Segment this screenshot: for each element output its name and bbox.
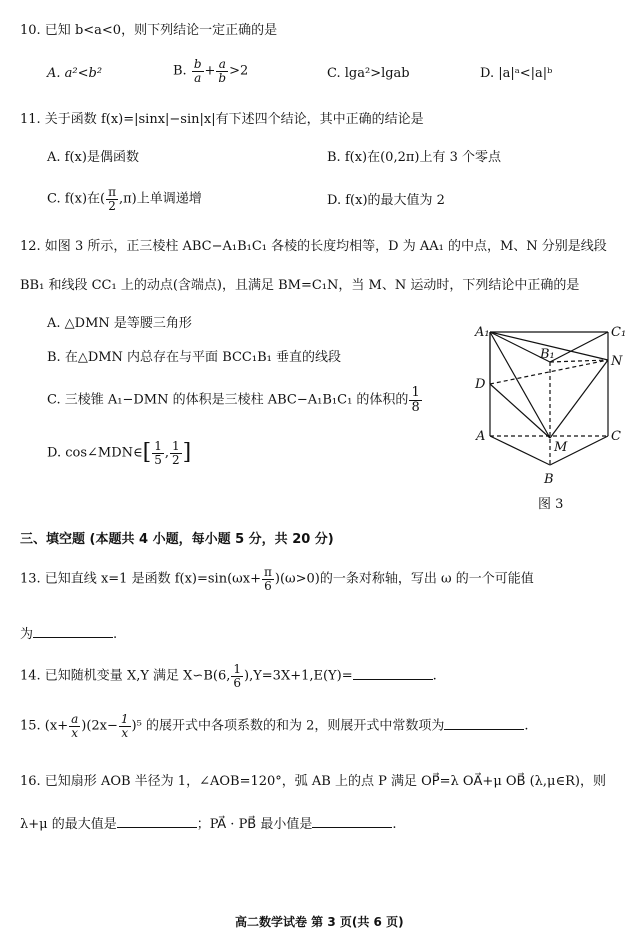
q12-option-b: B. 在△DMN 内总存在与平面 BCC₁B₁ 垂直的线段	[47, 350, 341, 365]
q10-b-prefix: B.	[173, 63, 187, 79]
q15-part1: 15. (x+	[20, 718, 69, 734]
q16-line2	[20, 815, 397, 831]
q14-frac: $\frac{1}{6}$	[233, 662, 241, 690]
q11-option-a: A. f(x)是偶函数	[47, 150, 139, 165]
q13-frac: $\frac{\pi}{6}$	[263, 565, 272, 593]
q15-line	[20, 713, 529, 739]
q13-line2	[20, 625, 117, 641]
q10-b-frac1: $\frac{b}{a}$	[193, 57, 202, 85]
q13-line1	[20, 566, 534, 592]
q12-stem-line1: 12. 如图 3 所示，正三棱柱 ABC−A₁B₁C₁ 各棱的长度均相等，D 为 AA₁ 的中点，M、N 分别是线段	[20, 239, 607, 254]
q12-option-d	[47, 440, 191, 466]
q15-answer-blank[interactable]	[444, 717, 524, 730]
q10-option-d: D. |a|ᵃ<|a|ᵇ	[480, 66, 553, 81]
q10-b-suffix: >2	[229, 63, 249, 79]
q15-part3: )⁵ 的展开式中各项系数的和为 2，则展开式中常数项为	[131, 718, 445, 734]
figure-caption: 图 3	[538, 497, 564, 512]
q12-d-left-bracket: [	[142, 440, 152, 466]
q12-d-frac1: $\frac{1}{5}$	[154, 439, 162, 467]
q11-stem: 11. 关于函数 f(x)=|sinx|−sin|x|有下述四个结论，其中正确的结论是	[20, 112, 424, 127]
q12-c-frac: $\frac{1}{8}$	[411, 385, 420, 415]
q11-option-b: B. f(x)在(0,2π)上有 3 个零点	[327, 150, 502, 165]
label-b1: B₁	[540, 347, 555, 362]
q12-option-c	[47, 386, 423, 414]
prism-figure	[470, 320, 630, 520]
q15-frac1: $\frac{a}{x}$	[71, 712, 79, 740]
q15-frac2: $\frac{1}{x}$	[120, 712, 129, 740]
q11-option-c	[47, 186, 202, 212]
q16-answer-blank-1[interactable]	[117, 815, 197, 828]
q13-prefix: 13. 已知直线 x=1 是函数 f(x)=sin(ωx+	[20, 571, 261, 587]
q10-b-frac2: $\frac{a}{b}$	[218, 57, 227, 85]
q12-option-a: A. △DMN 是等腰三角形	[47, 316, 192, 331]
q11-c-frac: $\frac{\pi}{2}$	[108, 185, 116, 213]
q12-d-prefix: D. cos∠MDN∈	[47, 445, 143, 461]
q12-c-prefix: C. 三棱锥 A₁−DMN 的体积是三棱柱 ABC−A₁B₁C₁ 的体积的	[47, 392, 409, 408]
q15-end: .	[524, 718, 529, 734]
q10-b-plus: +	[204, 63, 216, 79]
q16-line2-end: .	[392, 817, 397, 832]
q12-d-right-bracket: ]	[182, 440, 192, 466]
q14-end: .	[432, 668, 437, 684]
q10-option-a: A. a²<b²	[47, 66, 103, 81]
q14-line	[20, 663, 437, 689]
q16-line2-mid: ；PA⃗ · PB⃗ 最小值是	[196, 817, 313, 832]
q13-line2-suffix: .	[113, 627, 118, 642]
q14-answer-blank[interactable]	[353, 667, 433, 680]
label-d: D	[475, 377, 486, 392]
q11-c-suffix: ,π)上单调递增	[119, 191, 202, 207]
label-m: M	[554, 440, 568, 455]
section-3-header: 三、填空题 (本题共 4 小题，每小题 5 分，共 20 分)	[20, 532, 334, 547]
q13-line2-prefix: 为	[20, 627, 34, 642]
label-c: C	[611, 429, 621, 444]
q13-answer-blank[interactable]	[33, 625, 113, 638]
q13-suffix: )(ω>0)的一条对称轴，写出 ω 的一个可能值	[274, 571, 534, 587]
label-n: N	[611, 354, 623, 369]
label-b: B	[544, 472, 554, 487]
q10-option-c: C. lga²>lgab	[327, 66, 410, 81]
page-footer: 高二数学试卷 第 3 页(共 6 页)	[235, 915, 404, 929]
q12-d-frac2: $\frac{1}{2}$	[172, 439, 180, 467]
label-a1: A₁	[475, 325, 490, 340]
q15-part2: )(2x−	[81, 718, 118, 734]
q12-d-comma: ,	[164, 445, 170, 461]
q11-option-d: D. f(x)的最大值为 2	[327, 193, 445, 208]
q10-option-b	[173, 58, 248, 84]
q16-answer-blank-2[interactable]	[312, 815, 392, 828]
q14-prefix: 14. 已知随机变量 X,Y 满足 X∽B(6,	[20, 668, 231, 684]
q16-line2-prefix: λ+μ 的最大值是	[20, 817, 117, 832]
label-a: A	[476, 429, 486, 444]
q10-stem: 10. 已知 b<a<0，则下列结论一定正确的是	[20, 23, 278, 38]
q14-suffix: ),Y=3X+1,E(Y)=	[244, 668, 353, 684]
q11-c-prefix: C. f(x)在(	[47, 191, 106, 207]
q12-stem-line2: BB₁ 和线段 CC₁ 上的动点(含端点)，且满足 BM=C₁N，当 M、N 运动时，下列结论中正确的是	[20, 278, 580, 293]
label-c1: C₁	[611, 325, 627, 340]
q16-line1: 16. 已知扇形 AOB 半径为 1，∠AOB=120°，弧 AB 上的点 P 满足 OP⃗=λ OA⃗+μ OB⃗ (λ,μ∈R)，则	[20, 774, 606, 789]
